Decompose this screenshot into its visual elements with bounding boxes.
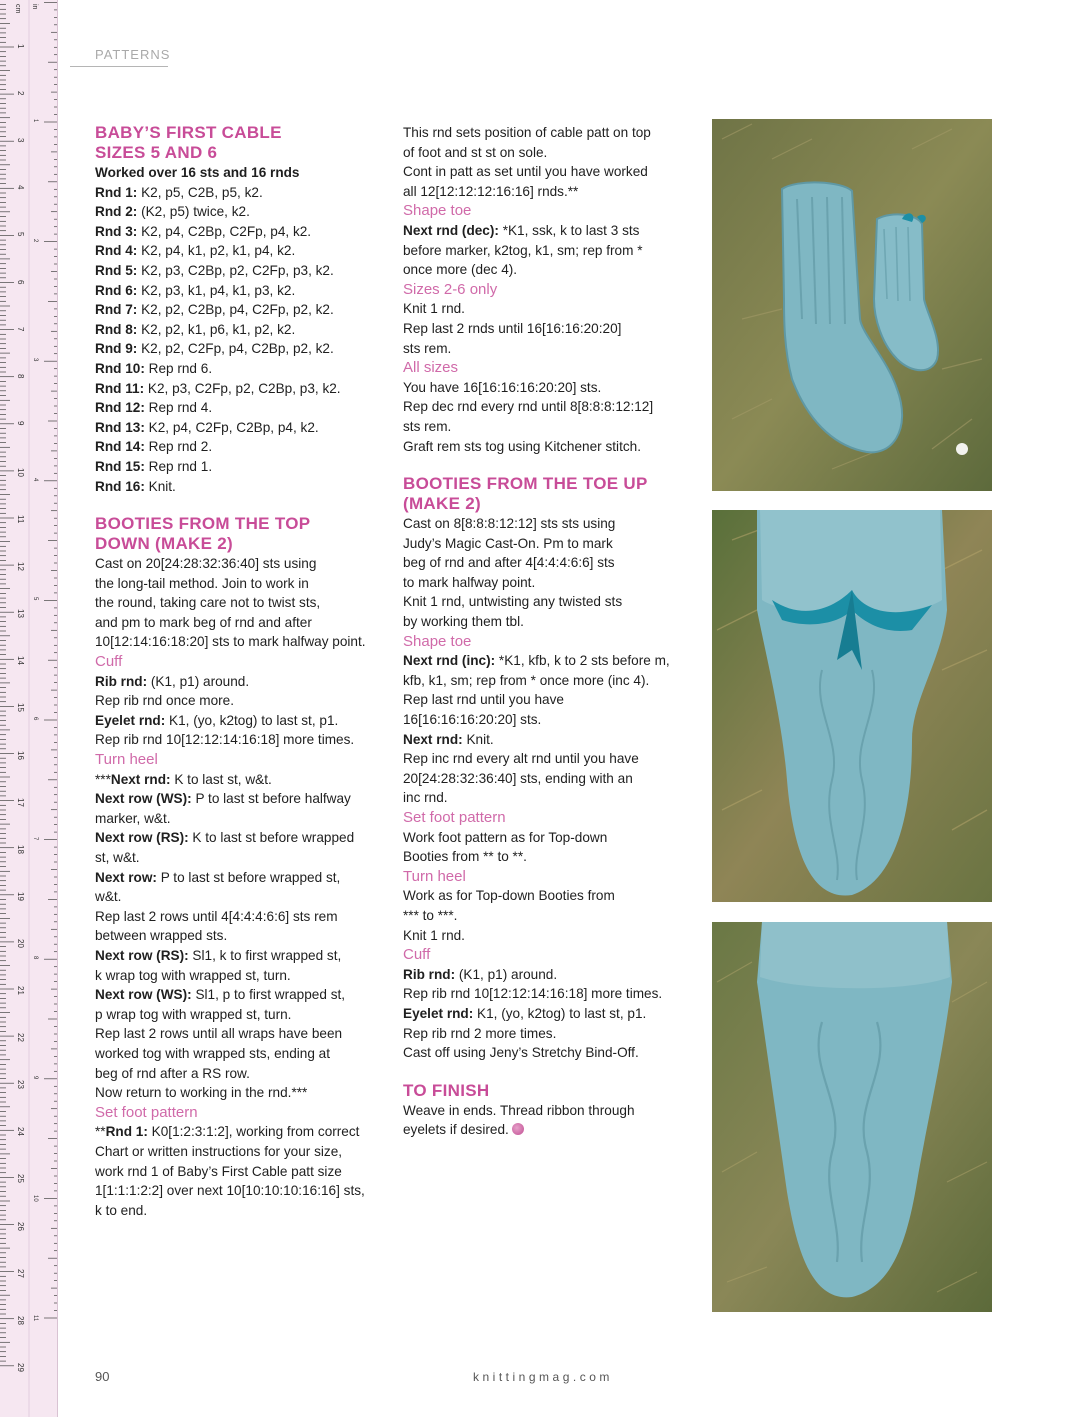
instruction-line: [95, 477, 385, 497]
ruler-inch-label: 6: [32, 717, 38, 721]
instruction-line: [403, 221, 693, 241]
ruler-cm-label: 28: [16, 1315, 25, 1325]
instruction-line: [403, 260, 693, 280]
instruction-label: Next row:: [95, 869, 157, 885]
ruler-cm-label: 22: [16, 1033, 25, 1042]
instruction-line: [95, 1142, 385, 1162]
subsection-heading: Turn heel: [403, 867, 466, 885]
subsection-heading: Sizes 2-6 only: [403, 280, 498, 298]
instruction-text: K2, p4, k1, p2, k1, p4, k2.: [137, 243, 296, 259]
section-heading: BOOTIES FROM THE TOP: [95, 514, 311, 534]
instruction-label: Rnd 11:: [95, 380, 145, 396]
instruction-line: [403, 437, 693, 457]
instruction-line: [95, 1005, 385, 1025]
instruction-text: K2, p2, C2Bp, p4, C2Fp, p2, k2.: [137, 302, 334, 318]
instruction-line: [95, 379, 385, 399]
instruction-line: [403, 339, 693, 359]
section-heading: TO FINISH: [403, 1080, 490, 1100]
ruler-cm-label: 1: [16, 44, 25, 49]
ruler-cm-label: 7: [16, 326, 25, 332]
instruction-text: Rep rnd 1.: [144, 458, 213, 474]
instruction-text: *K1, kfb, k to 2 sts before m,: [495, 653, 670, 669]
instruction-line: [95, 359, 385, 379]
ruler-cm-label: 29: [16, 1362, 25, 1372]
ruler-inch-label: 7: [32, 836, 38, 840]
instruction-text: worked tog with wrapped sts, ending at: [95, 1045, 331, 1061]
subsection-heading: All sizes: [403, 359, 459, 377]
ruler-cm-label: 4: [16, 185, 25, 190]
instruction-label: Rib rnd:: [403, 966, 456, 982]
ruler-cm-label: 21: [16, 986, 25, 995]
instruction-label: Rnd 16:: [95, 478, 145, 494]
instruction-text: Now return to working in the rnd.***: [95, 1085, 308, 1101]
instruction-text: Booties from ** to **.: [403, 849, 527, 865]
section-header: PATTERNS: [95, 47, 171, 62]
instruction-line: [403, 143, 693, 163]
instruction-line: [95, 907, 385, 927]
instruction-line: [95, 672, 385, 692]
photo-bootie-with-ribbon: [712, 510, 992, 902]
header-divider: [70, 66, 168, 67]
ruler-inch-label: 3: [32, 358, 38, 362]
instruction-text: k to end.: [95, 1202, 148, 1218]
ruler-cm-label: 9: [16, 420, 25, 426]
ruler-inch-label: 9: [32, 1075, 38, 1080]
instruction-label: Next rnd (dec):: [403, 222, 499, 238]
instruction-line: [95, 339, 385, 359]
instruction-text: Graft rem sts tog using Kitchener stitch.: [403, 438, 641, 454]
instruction-line: [403, 123, 693, 143]
section-heading: DOWN (MAKE 2): [95, 534, 233, 554]
section-spacer: [403, 456, 693, 474]
ruler-cm-label: 23: [16, 1080, 25, 1090]
instruction-line: [403, 651, 693, 671]
section-spacer: [95, 496, 385, 514]
instruction-text: kfb, k1, sm; rep from * once more (inc 4).: [403, 672, 650, 688]
ruler-unit-in: in: [31, 4, 38, 10]
instruction-text: by working them tbl.: [403, 614, 524, 630]
ruler-cm-label: 12: [16, 562, 25, 571]
instruction-line: [403, 984, 693, 1004]
ruler-cm-label: 10: [16, 467, 25, 477]
instruction-text: Cast on 20[24:28:32:36:40] sts using: [95, 556, 317, 572]
instruction-label: Rnd 12:: [95, 400, 145, 416]
instruction-line: [95, 711, 385, 731]
section-heading: BABY’S FIRST CABLE: [95, 123, 282, 142]
instruction-line: [95, 1083, 385, 1103]
section-spacer: [403, 1063, 693, 1081]
instruction-line: [95, 398, 385, 418]
instruction-line: [95, 1162, 385, 1182]
instruction-text: 10[12:14:16:18:20] sts to mark halfway point.: [95, 634, 366, 650]
instruction-line: [95, 554, 385, 574]
ruler-inch-label: 2: [32, 238, 38, 242]
subsection-heading: Turn heel: [95, 751, 158, 769]
instruction-line: [403, 1043, 693, 1063]
ruler-inch-label: 5: [32, 597, 38, 601]
marker-prefix: ***: [95, 771, 111, 787]
instruction-text: Knit.: [462, 731, 494, 747]
instruction-text: Chart or written instructions for your size,: [95, 1143, 343, 1159]
instruction-line: [403, 671, 693, 691]
ruler-cm-label: 11: [16, 515, 25, 524]
instruction-text: Rep rnd 4.: [144, 400, 213, 416]
ruler-unit-cm: cm: [14, 4, 21, 14]
instruction-text: sts rem.: [403, 418, 452, 434]
instruction-text: once more (dec 4).: [403, 262, 518, 278]
instruction-text: Rep last 2 rnds until 16[16:16:20:20]: [403, 320, 622, 336]
instruction-text: Judy’s Magic Cast-On. Pm to mark: [403, 535, 613, 551]
instruction-line: [403, 514, 693, 534]
instruction-text: all 12[12:12:12:16:16] rnds.**: [403, 183, 579, 199]
photo-pair-of-booties: [712, 119, 992, 491]
instruction-text: work rnd 1 of Baby’s First Cable patt size: [95, 1163, 342, 1179]
page-number: 90: [95, 1369, 110, 1384]
instruction-text: 16[16:16:16:20:20] sts.: [403, 712, 542, 728]
instruction-line: [403, 573, 693, 593]
instruction-line: [403, 965, 693, 985]
instruction-line: [403, 886, 693, 906]
instruction-line: [403, 906, 693, 926]
instruction-text: P to last st before wrapped st,: [156, 869, 341, 885]
instruction-line: [95, 966, 385, 986]
ruler-cm-label: 8: [16, 373, 25, 379]
section-heading: (MAKE 2): [403, 494, 481, 514]
instruction-label: Rnd 1:: [95, 184, 138, 200]
instruction-line: [403, 926, 693, 946]
subsection-heading: Cuff: [403, 946, 431, 964]
instruction-text: P to last st before halfway: [191, 791, 351, 807]
section-heading: BOOTIES FROM THE TOE UP: [403, 474, 648, 494]
instruction-text: K2, p4, C2Fp, C2Bp, p4, k2.: [144, 419, 319, 435]
instruction-label: Next rnd (inc):: [403, 653, 496, 669]
instruction-label: Next rnd:: [403, 731, 463, 747]
instruction-label: Eyelet rnd:: [95, 712, 166, 728]
ruler-cm-label: 18: [16, 844, 25, 854]
instruction-line: [95, 848, 385, 868]
instruction-line: [95, 1024, 385, 1044]
ruler-cm-label: 27: [16, 1268, 25, 1278]
instruction-text: p wrap tog with wrapped st, turn.: [95, 1006, 292, 1022]
instruction-label: Rnd 14:: [95, 439, 145, 455]
instruction-text: marker, w&t.: [95, 810, 171, 826]
instruction-text: K2, p2, k1, p6, k1, p2, k2.: [137, 321, 296, 337]
instruction-text: (K1, p1) around.: [147, 673, 250, 689]
instruction-text: of foot and st st on sole.: [403, 144, 548, 160]
instruction-text: Cast off using Jeny’s Stretchy Bind-Off.: [403, 1045, 639, 1061]
instruction-line: [95, 946, 385, 966]
instruction-text: Rep rnd 6.: [144, 360, 213, 376]
instruction-text: Rep rib rnd once more.: [95, 693, 235, 709]
instruction-text: st, w&t.: [95, 850, 140, 865]
instruction-line: [95, 183, 385, 203]
instruction-line: [403, 592, 693, 612]
instruction-line: [95, 691, 385, 711]
instruction-line: [403, 710, 693, 730]
subsection-heading: Set foot pattern: [95, 1103, 198, 1121]
instruction-line: [403, 534, 693, 554]
instruction-line: [403, 417, 693, 437]
instruction-label: Rnd 9:: [95, 341, 138, 357]
instruction-text: Rep last 2 rows until all wraps have been: [95, 1026, 343, 1042]
instruction-line: [403, 1004, 693, 1024]
ruler-cm-label: 19: [16, 891, 25, 901]
instruction-text: K2, p3, C2Fp, p2, C2Bp, p3, k2.: [144, 380, 341, 396]
instruction-line: [403, 769, 693, 789]
instruction-line: [95, 828, 385, 848]
instruction-text: k wrap tog with wrapped st, turn.: [95, 967, 291, 983]
instruction-text: the long-tail method. Join to work in: [95, 575, 309, 591]
instruction-text: K to last st before wrapped: [188, 830, 355, 846]
instruction-text: *K1, ssk, k to last 3 sts: [498, 222, 640, 238]
instruction-label: Rnd 7:: [95, 302, 138, 318]
instruction-text: Rep rib rnd 10[12:12:14:16:18] more times.: [403, 986, 663, 1002]
instruction-line: [95, 868, 385, 888]
instruction-label: Rnd 2:: [95, 204, 138, 220]
instruction-line: [95, 985, 385, 1005]
instruction-line: [403, 553, 693, 573]
instruction-line: [95, 632, 385, 652]
instruction-line: [95, 730, 385, 750]
instruction-line: [403, 397, 693, 417]
ruler-cm-label: 6: [16, 279, 25, 284]
instruction-line: [95, 1181, 385, 1201]
instruction-text: Cast on 8[8:8:8:12:12] sts sts using: [403, 516, 616, 532]
instruction-text: between wrapped sts.: [95, 928, 228, 944]
instruction-text: Work as for Top-down Booties from: [403, 888, 615, 904]
instruction-line: [403, 182, 693, 202]
instruction-line: [95, 281, 385, 301]
instruction-text: K2, p3, C2Bp, p2, C2Fp, p3, k2.: [137, 262, 334, 278]
instruction-line: [403, 690, 693, 710]
instruction-line: [95, 1122, 385, 1142]
instruction-line: [95, 809, 385, 829]
instruction-text: 20[24:28:32:36:40] sts, ending with an: [403, 770, 633, 786]
instruction-label: Rnd 10:: [95, 360, 145, 376]
instruction-line: [403, 1101, 693, 1121]
instruction-line: [95, 887, 385, 907]
instruction-line: [403, 378, 693, 398]
yarn-ball-icon: [512, 1123, 524, 1135]
instruction-line: [403, 788, 693, 808]
instruction-label: Next row (RS):: [95, 947, 189, 963]
instruction-text: You have 16[16:16:16:20:20] sts.: [403, 379, 602, 395]
instruction-line: [95, 613, 385, 633]
pattern-intro: Worked over 16 sts and 16 rnds: [95, 165, 300, 180]
instruction-text: Rep dec rnd every rnd until 8[8:8:8:12:12]: [403, 399, 654, 415]
ruler-cm-label: 3: [16, 138, 25, 143]
instruction-line: [403, 612, 693, 632]
section-heading: SIZES 5 AND 6: [95, 143, 218, 162]
instruction-line: [95, 437, 385, 457]
instruction-text: and pm to mark beg of rnd and after: [95, 614, 312, 630]
instruction-line: [95, 457, 385, 477]
instruction-line: [95, 261, 385, 281]
instruction-text: the round, taking care not to twist sts,: [95, 595, 321, 611]
instruction-text: Knit 1 rnd.: [403, 927, 465, 943]
instruction-label: Rnd 8:: [95, 321, 138, 337]
instruction-text: K0[1:2:3:1:2], working from correct: [147, 1124, 360, 1140]
website-url[interactable]: knittingmag.com: [473, 1370, 613, 1384]
ruler-cm-label: 20: [16, 938, 25, 948]
instruction-text: eyelets if desired.: [403, 1122, 509, 1138]
photo-cabled-bootie-closeup: [712, 922, 992, 1312]
instruction-text: Knit.: [144, 478, 176, 494]
instruction-text: Work foot pattern as for Top-down: [403, 829, 608, 845]
instruction-text: Rep rnd 2.: [144, 439, 213, 455]
instruction-label: Rnd 1:: [105, 1124, 148, 1140]
instruction-line: [403, 241, 693, 261]
ruler-cm-label: 13: [16, 609, 25, 619]
instruction-text: sts rem.: [403, 340, 452, 356]
instruction-text: K2, p2, C2Fp, p4, C2Bp, p2, k2.: [137, 341, 334, 357]
instruction-text: Sl1, k to first wrapped st,: [188, 947, 342, 963]
instruction-line: [95, 1064, 385, 1084]
instruction-text: K2, p3, k1, p4, k1, p3, k2.: [137, 282, 296, 298]
ruler-cm-label: 26: [16, 1221, 25, 1231]
instruction-text: K2, p5, C2B, p5, k2.: [137, 184, 263, 200]
instruction-text: Rep rib rnd 10[12:12:14:16:18] more times.: [95, 732, 355, 748]
instruction-text: This rnd sets position of cable patt on top: [403, 125, 651, 140]
instruction-label: Rib rnd:: [95, 673, 148, 689]
ruler-ticks: [0, 0, 58, 1417]
ruler-cm-label: 2: [16, 91, 25, 96]
instruction-line: [95, 202, 385, 222]
instruction-label: Rnd 4:: [95, 243, 138, 259]
subsection-heading: Set foot pattern: [403, 809, 506, 826]
instruction-text: K2, p4, C2Bp, C2Fp, p4, k2.: [137, 223, 312, 239]
instruction-text: Knit 1 rnd, untwisting any twisted sts: [403, 594, 623, 610]
instruction-text: beg of rnd after a RS row.: [95, 1065, 250, 1081]
ruler-inch-label: 8: [32, 956, 38, 960]
instruction-text: 1[1:1:1:2:2] over next 10[10:10:10:16:16] sts,: [95, 1183, 365, 1199]
instruction-line: [403, 847, 693, 867]
instruction-text: Knit 1 rnd.: [403, 301, 465, 317]
instruction-label: Rnd 15:: [95, 458, 145, 474]
instruction-text: to mark halfway point.: [403, 574, 536, 590]
instruction-line: [403, 162, 693, 182]
instruction-label: Next row (WS):: [95, 791, 192, 807]
instruction-line: [403, 299, 693, 319]
instruction-text: Rep rib rnd 2 more times.: [403, 1025, 557, 1041]
measuring-ruler: [0, 0, 58, 1417]
instruction-text: Rep last 2 rows until 4[4:4:4:6:6] sts rem: [95, 908, 338, 924]
pattern-column-left: [95, 123, 385, 1220]
instruction-text: beg of rnd and after 4[4:4:4:6:6] sts: [403, 555, 615, 571]
instruction-line: [403, 1120, 693, 1140]
instruction-line: [95, 593, 385, 613]
subsection-heading: Shape toe: [403, 202, 472, 220]
instruction-line: [403, 730, 693, 750]
instruction-text: K1, (yo, k2tog) to last st, p1.: [165, 712, 339, 728]
instruction-text: w&t.: [95, 889, 122, 905]
instruction-text: Cont in patt as set until you have worked: [403, 164, 648, 180]
instruction-label: Rnd 6:: [95, 282, 138, 298]
instruction-line: [95, 300, 385, 320]
ruler-cm-label: 24: [16, 1127, 25, 1137]
instruction-line: [403, 319, 693, 339]
ruler-cm-label: 14: [16, 656, 25, 666]
instruction-line: [95, 222, 385, 242]
instruction-label: Rnd 13:: [95, 419, 145, 435]
instruction-text: *** to ***.: [403, 907, 458, 923]
instruction-line: [95, 241, 385, 261]
ruler-cm-label: 16: [16, 750, 25, 760]
instruction-text: K1, (yo, k2tog) to last st, p1.: [473, 1005, 647, 1021]
instruction-label: Next rnd:: [110, 771, 171, 787]
instruction-text: Weave in ends. Thread ribbon through: [403, 1102, 635, 1118]
instruction-label: Rnd 5:: [95, 262, 138, 278]
instruction-text: (K2, p5) twice, k2.: [137, 204, 250, 220]
ruler-inch-label: 1: [32, 119, 38, 123]
instruction-line: [95, 1044, 385, 1064]
subsection-heading: Cuff: [95, 653, 123, 671]
instruction-line: [403, 1024, 693, 1044]
instruction-label: Rnd 3:: [95, 223, 138, 239]
ruler-cm-label: 15: [16, 703, 25, 713]
instruction-text: K to last st, w&t.: [170, 771, 272, 787]
instruction-text: Rep last rnd until you have: [403, 692, 564, 708]
ruler-inch-label: 10: [32, 1195, 38, 1203]
instruction-label: Eyelet rnd:: [403, 1005, 474, 1021]
instruction-text: Sl1, p to first wrapped st,: [191, 987, 346, 1003]
instruction-line: [95, 789, 385, 809]
instruction-line: [95, 926, 385, 946]
instruction-text: Rep inc rnd every alt rnd until you have: [403, 751, 639, 767]
instruction-text: (K1, p1) around.: [455, 966, 558, 982]
instruction-line: [95, 770, 385, 790]
subsection-heading: Shape toe: [403, 632, 472, 650]
marker-prefix: **: [95, 1124, 106, 1140]
instruction-text: inc rnd.: [403, 790, 448, 806]
ruler-cm-label: 17: [16, 797, 25, 807]
instruction-line: [95, 320, 385, 340]
ruler-cm-label: 25: [16, 1174, 25, 1184]
instruction-text: before marker, k2tog, k1, sm; rep from *: [403, 242, 643, 258]
instruction-line: [95, 1201, 385, 1221]
instruction-line: [403, 749, 693, 769]
instruction-line: [95, 574, 385, 594]
instruction-label: Next row (RS):: [95, 830, 189, 846]
pattern-column-right: [403, 123, 693, 1140]
ruler-cm-label: 5: [16, 232, 25, 237]
instruction-line: [403, 828, 693, 848]
instruction-line: [95, 418, 385, 438]
instruction-label: Next row (WS):: [95, 987, 192, 1003]
ruler-inch-label: 11: [32, 1315, 38, 1322]
ruler-inch-label: 4: [32, 477, 38, 482]
